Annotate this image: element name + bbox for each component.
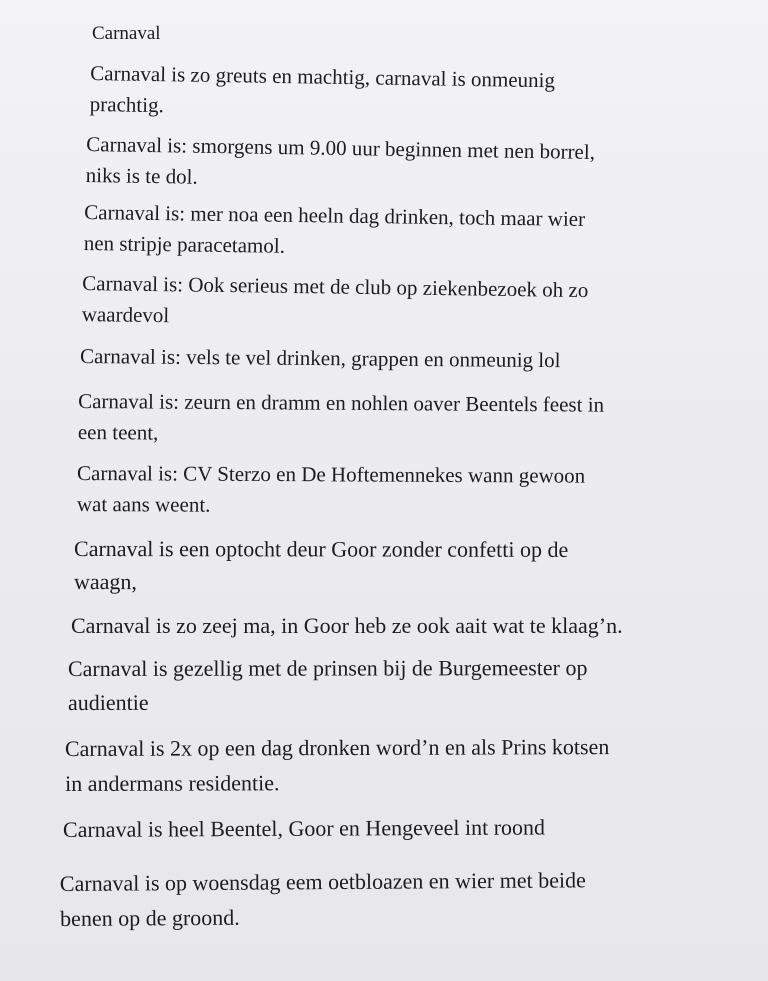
paragraph-4-line-1: Carnaval is: Ook serieus met de club op ziekenbezoek oh zo xyxy=(82,271,589,303)
paragraph-10-line-2: audientie xyxy=(68,689,149,715)
paragraph-10 xyxy=(68,651,588,720)
paragraph-7-line-1: Carnaval is: CV Sterzo en De Hoftemennekes wann gewoon xyxy=(77,461,586,488)
document-title: Carnaval xyxy=(92,23,161,44)
paragraph-8-line-1: Carnaval is een optocht deur Goor zonder confetti op de xyxy=(74,536,569,562)
paragraph-12 xyxy=(63,809,545,847)
paragraph-12-line-1: Carnaval is heel Beentel, Goor en Hengeveel int roond xyxy=(62,814,546,842)
paragraph-13-line-1: Carnaval is op woensdag eem oetbloazen en wier met beide xyxy=(59,867,586,897)
paragraph-2 xyxy=(86,129,596,199)
paragraph-8-line-2: waagn, xyxy=(73,569,137,595)
paragraph-7-line-2: wat aans weent. xyxy=(76,491,211,517)
paragraph-13-line-2: benen op de groond. xyxy=(60,904,240,931)
paragraph-7 xyxy=(77,458,585,523)
paragraph-11 xyxy=(65,729,610,801)
paragraph-3-line-2: nen stripje paracetamol. xyxy=(83,230,286,258)
paragraph-6-line-1: Carnaval is: zeurn en dramm en nohlen oaver Beentels feest in xyxy=(78,389,605,417)
paragraph-11-line-1: Carnaval is 2x op een dag dronken word’n en als Prins kotsen xyxy=(64,734,610,761)
paragraph-13 xyxy=(60,862,586,936)
paragraph-6 xyxy=(78,386,604,452)
paragraph-9 xyxy=(71,609,623,642)
paragraph-2-line-1: Carnaval is: smorgens um 9.00 uur beginnen met nen borrel, xyxy=(86,132,596,164)
paragraph-8 xyxy=(74,532,568,599)
paragraph-6-line-2: een teent, xyxy=(77,419,159,445)
paragraph-5-line-1: Carnaval is: vels te vel drinken, grappen en onmeunig lol xyxy=(79,344,561,373)
paragraph-1-line-1: Carnaval is zo greuts en machtig, carnaval is onmeunig xyxy=(90,61,556,93)
paragraph-4 xyxy=(82,268,589,337)
paragraph-2-line-2: niks is te dol. xyxy=(85,162,198,189)
paragraph-10-line-1: Carnaval is gezellig met de prinsen bij de Burgemeester op xyxy=(67,655,588,681)
paragraph-1-line-2: prachtig. xyxy=(89,91,165,118)
paragraph-11-line-2: in andermans residentie. xyxy=(65,770,280,796)
paragraph-3 xyxy=(84,197,586,266)
paragraph-9-line-1: Carnaval is zo zeej ma, in Goor heb ze ook aait wat te klaag’n. xyxy=(71,613,623,638)
paragraph-3-line-1: Carnaval is: mer noa een heeln dag drinken, toch maar wier xyxy=(84,200,586,231)
paragraph-4-line-2: waardevol xyxy=(81,301,170,328)
paragraph-1 xyxy=(90,58,556,127)
paragraph-5 xyxy=(80,341,561,376)
